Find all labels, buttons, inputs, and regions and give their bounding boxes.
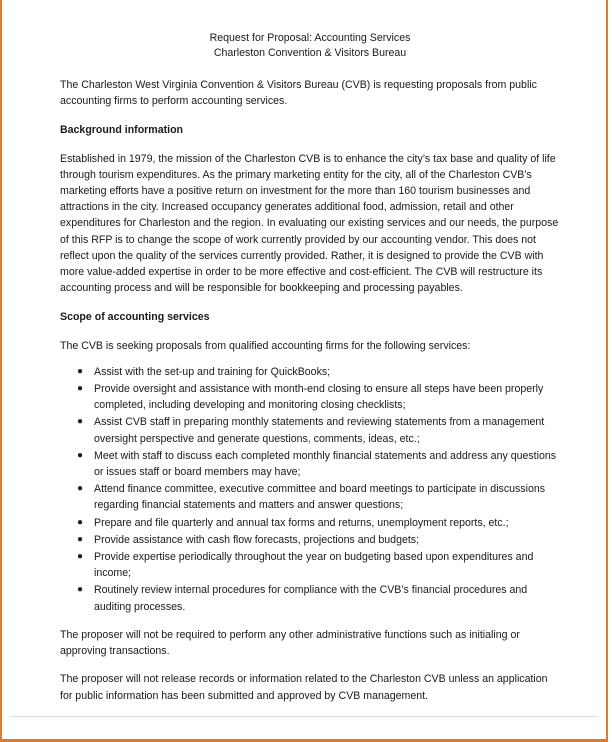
list-item xyxy=(60,481,560,513)
list-item-text: Meet with staff to discuss each completed monthly financial statements and address any questions or issues staff or board members may have; xyxy=(94,449,557,479)
list-item xyxy=(60,549,560,581)
bullet-icon: ● xyxy=(77,383,84,395)
list-item-text: Routinely review internal procedures for compliance with the CVB’s financial procedures and auditing processes. xyxy=(94,584,528,613)
list-item-text: Prepare and file quarterly and annual tax forms and returns, unemployment reports, etc.; xyxy=(94,516,509,529)
list-item xyxy=(60,381,560,413)
list-item xyxy=(60,532,560,548)
bullet-icon: ● xyxy=(77,533,84,545)
list-item xyxy=(60,582,560,614)
list-item-text: Provide oversight and assistance with month-end closing to ensure all steps have been properly completed, including developing and monitoring closing checklists; xyxy=(94,383,544,412)
background-heading: Background information xyxy=(60,124,184,137)
scope-heading: Scope of accounting services xyxy=(60,311,210,324)
bullet-icon: ● xyxy=(77,516,84,528)
list-item-text: Assist with the set-up and training for QuickBooks; xyxy=(94,365,331,378)
bullet-icon: ● xyxy=(77,483,84,495)
title-line-1: Request for Proposal: Accounting Services xyxy=(209,32,411,44)
bullet-icon: ● xyxy=(77,551,84,563)
bullet-icon: ● xyxy=(77,584,84,596)
services-list xyxy=(60,364,560,615)
bullet-icon: ● xyxy=(77,449,84,461)
list-item-text: Provide expertise periodically throughout the year on budgeting based upon expenditures and income; xyxy=(94,551,534,580)
page-divider xyxy=(10,716,598,717)
scope-intro: The CVB is seeking proposals from qualified accounting firms for the following services: xyxy=(60,339,471,352)
list-item xyxy=(60,448,560,480)
list-item xyxy=(60,515,560,531)
bullet-icon: ● xyxy=(77,416,84,428)
bullet-icon: ● xyxy=(77,365,84,377)
list-item xyxy=(60,414,560,446)
document-body xyxy=(60,0,560,704)
list-item xyxy=(60,364,560,380)
closing-paragraph-1: The proposer will not be required to perform any other administrative functions such as initialing or approving transactions. xyxy=(60,628,520,658)
list-item-text: Attend finance committee, executive committee and board meetings to participate in discussions regarding financial statements and matters and answer questions; xyxy=(94,483,546,512)
intro-paragraph: The Charleston West Virginia Convention & Visitors Bureau (CVB) is requesting proposals from public accounting firms to perform accounting services. xyxy=(60,79,537,108)
background-paragraph: Established in 1979, the mission of the Charleston CVB is to enhance the city’s tax base and quality of life through tourism expenditures. As the primary marketing entity for the city, all of the Charleston CVB’s marketing efforts have a positive return on investment for the more than 160 tourism businesses and attractions in the city. Increased occupancy generates additional food, admission, retail and other expenditures for Charleston and the region. In evaluating our existing services and our needs, the purpose of this RFP is to change the scope of work currently provided by our accounting vendor. This does not reflect upon the quality of the services currently provided. Rather, it is designed to provide the CVB with more value-added expertise in order to be more effective and cost-efficient. The CVB will restructure its accounting process and will be responsible for bookkeeping and processing payables. xyxy=(60,152,559,295)
title-line-2: Charleston Convention & Visitors Bureau xyxy=(213,47,407,59)
document-title xyxy=(60,31,560,61)
list-item-text: Provide assistance with cash flow forecasts, projections and budgets; xyxy=(94,533,420,546)
list-item-text: Assist CVB staff in preparing monthly statements and reviewing statements from a management oversight perspective and generate questions, comments, ideas, etc.; xyxy=(94,416,545,445)
closing-paragraph-2: The proposer will not release records or information related to the Charleston CVB unless an application for public information has been submitted and approved by CVB management. xyxy=(60,673,548,702)
